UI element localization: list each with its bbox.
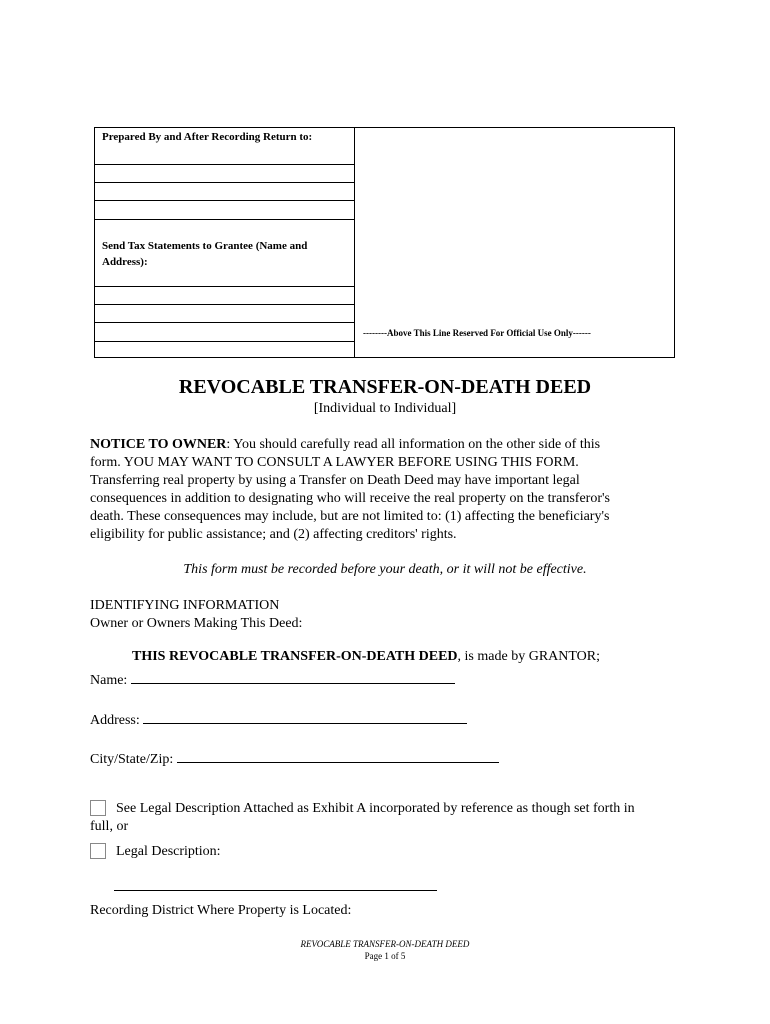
tax-line-2[interactable]: [95, 304, 354, 305]
exhibit-a-text-line1: See Legal Description Attached as Exhibit A incorporated by reference as though set forth in: [116, 801, 635, 816]
city-state-zip-label: City/State/Zip:: [90, 752, 174, 767]
return-to-line-1[interactable]: [95, 164, 354, 165]
return-to-line-4[interactable]: [95, 219, 354, 220]
exhibit-a-checkbox[interactable]: [90, 800, 106, 816]
tax-line-4[interactable]: [95, 341, 354, 342]
tax-statement-label: [102, 238, 307, 270]
grantor-rest: , is made by GRANTOR;: [457, 649, 601, 664]
recording-district-label: Recording District Where Property is Located:: [90, 903, 352, 918]
footer-title: REVOCABLE TRANSFER-ON-DEATH DEED: [300, 939, 470, 949]
tax-statement-label-line2: Address):: [102, 256, 148, 268]
owners-label: Owner or Owners Making This Deed:: [90, 616, 303, 631]
address-input-line[interactable]: [143, 709, 467, 724]
legal-description-input-line[interactable]: [114, 890, 437, 891]
notice-line-1-rest: : You should carefully read all information on the other side of this: [226, 437, 601, 452]
grantor-deed-name: THIS REVOCABLE TRANSFER-ON-DEATH DEED: [132, 649, 458, 664]
footer-page-number: Page 1 of 5: [364, 951, 406, 961]
notice-line-3: Transferring real property by using a Transfer on Death Deed may have important legal: [90, 473, 580, 488]
city-state-zip-input-line[interactable]: [177, 748, 499, 763]
notice-to-owner: [90, 436, 690, 544]
document-title: REVOCABLE TRANSFER-ON-DEATH DEED: [178, 376, 592, 398]
name-input-line[interactable]: [131, 669, 455, 684]
effective-warning: This form must be recorded before your death, or it will not be effective.: [183, 562, 587, 577]
name-label: Name:: [90, 673, 128, 688]
city-state-zip-field: [90, 748, 499, 769]
official-use-notice: --------Above This Line Reserved For Official Use Only------: [363, 328, 591, 338]
notice-line-4: consequences in addition to designating who will receive the real property on the transferor's: [90, 491, 610, 506]
notice-line-6: eligibility for public assistance; and (2) affecting creditors' rights.: [90, 527, 457, 542]
legal-description-checkbox[interactable]: [90, 843, 106, 859]
tax-line-3[interactable]: [95, 322, 354, 323]
recording-box-left-column: [95, 128, 355, 357]
notice-heading: NOTICE TO OWNER: [90, 437, 227, 452]
legal-description-label: Legal Description:: [116, 844, 221, 859]
prepared-by-label: Prepared By and After Recording Return to:: [102, 131, 313, 143]
exhibit-a-text-line2: full, or: [90, 819, 129, 834]
notice-line-5: death. These consequences may include, but are not limited to: (1) affecting the beneficiary's: [90, 509, 610, 524]
address-field: [90, 709, 467, 730]
return-to-line-3[interactable]: [95, 200, 354, 201]
return-to-line-2[interactable]: [95, 182, 354, 183]
document-subtitle: [Individual to Individual]: [313, 401, 457, 416]
grantor-statement: [132, 648, 600, 666]
notice-line-1: [90, 436, 690, 454]
tax-line-1[interactable]: [95, 286, 354, 287]
address-label: Address:: [90, 713, 140, 728]
notice-line-2: form. YOU MAY WANT TO CONSULT A LAWYER BEFORE USING THIS FORM.: [90, 455, 579, 470]
name-field: [90, 669, 455, 690]
tax-statement-label-line1: Send Tax Statements to Grantee (Name and: [102, 240, 308, 252]
recording-box: [94, 127, 675, 358]
identifying-heading: IDENTIFYING INFORMATION: [90, 598, 280, 613]
